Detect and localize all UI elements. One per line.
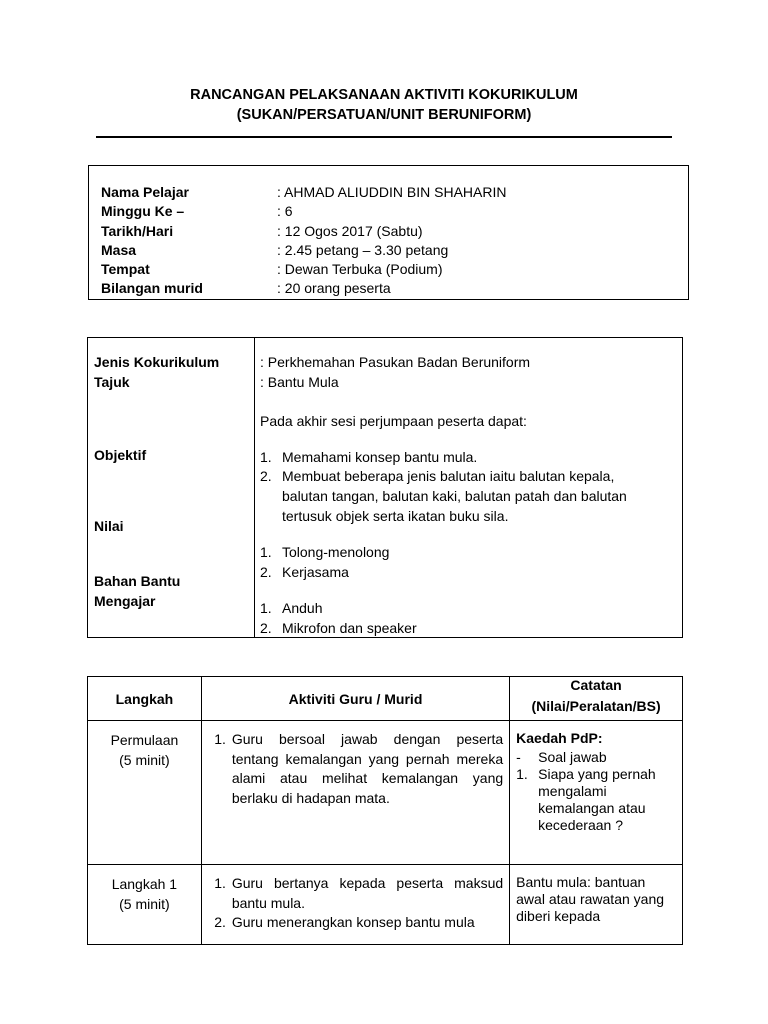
bahan-item-1: Anduh [282, 600, 323, 616]
value-tempat: : Dewan Terbuka (Podium) [277, 261, 443, 278]
label-tempat: Tempat [101, 261, 150, 278]
label-mengajar: Mengajar [94, 593, 156, 609]
step-time: (5 minit) [119, 896, 170, 912]
note-bullet-marker: 1. [516, 766, 528, 782]
document-subtitle: (SUKAN/PERSATUAN/UNIT BERUNIFORM) [236, 107, 532, 123]
bahan-item-2: Mikrofon dan speaker [282, 620, 417, 636]
objektif-num-2: 2. [260, 468, 272, 484]
step-cell [88, 865, 202, 945]
objektif-item-1: Memahami konsep bantu mula. [282, 449, 478, 465]
step-name: Permulaan [110, 732, 179, 748]
objektif-num-1: 1. [260, 449, 272, 465]
value-nama-pelajar: : AHMAD ALIUDDIN BIN SHAHARIN [277, 184, 507, 200]
value-tarikh: : 12 Ogos 2017 (Sabtu) [277, 222, 423, 239]
note-heading: Kaedah PdP: [516, 730, 603, 746]
step-name: Langkah 1 [111, 876, 178, 892]
value-jenis-kokurikulum: : Perkhemahan Pasukan Badan Beruniform [260, 354, 531, 370]
objektif-item-2-line-2: balutan tangan, balutan kaki, balutan patah dan balutan [282, 488, 627, 504]
header-catatan [510, 677, 683, 721]
note-bullet [516, 766, 676, 834]
student-info-table [88, 165, 689, 300]
note-text: Bantu mula: bantuan awal atau rawatan yang diberi kepada [516, 874, 665, 924]
note-bullet-marker: - [516, 749, 521, 765]
label-tajuk: Tajuk [94, 374, 130, 390]
nilai-item-1: Tolong-menolong [282, 544, 390, 560]
bahan-num-2: 2. [260, 620, 272, 636]
title-divider [96, 136, 672, 138]
header-catatan-line-2: (Nilai/Peralatan/BS) [531, 698, 661, 714]
value-bilangan: : 20 orang peserta [277, 280, 391, 297]
bahan-num-1: 1. [260, 600, 272, 616]
note-cell [510, 721, 683, 865]
label-nilai: Nilai [94, 518, 124, 534]
label-nama-pelajar: Nama Pelajar [101, 184, 189, 200]
info-values [270, 166, 689, 300]
document-title: RANCANGAN PELAKSANAAN AKTIVITI KOKURIKULUM [190, 87, 578, 103]
label-jenis-kokurikulum: Jenis Kokurikulum [94, 354, 220, 370]
objektif-intro: Pada akhir sesi perjumpaan peserta dapat: [260, 413, 527, 429]
note-cell [510, 865, 683, 945]
note-bullet [516, 749, 676, 766]
table-row [88, 865, 683, 945]
header-catatan-line-1: Catatan [570, 677, 622, 693]
header-langkah: Langkah [88, 677, 202, 721]
objektif-item-2-line-1: Membuat beberapa jenis balutan iaitu balutan kepala, [282, 468, 615, 484]
activity-detail-table [87, 337, 683, 638]
header-aktiviti: Aktiviti Guru / Murid [201, 677, 509, 721]
step-time: (5 minit) [119, 752, 170, 768]
nilai-item-2: Kerjasama [282, 564, 349, 580]
value-minggu: : 6 [277, 203, 293, 220]
activity-cell [201, 721, 509, 865]
nilai-num-1: 1. [260, 544, 272, 560]
value-masa: : 2.45 petang – 3.30 petang [277, 241, 449, 258]
detail-values [255, 338, 683, 638]
note-bullet-text: Siapa yang pernah mengalami kemalangan atau kecederaan ? [538, 766, 656, 833]
nilai-num-2: 2. [260, 564, 272, 580]
step-cell [88, 721, 202, 865]
info-labels [89, 166, 271, 300]
detail-labels [88, 338, 255, 638]
label-masa: Masa [101, 241, 137, 258]
table-header-row [88, 677, 683, 721]
table-row [88, 721, 683, 865]
value-tajuk: : Bantu Mula [260, 374, 339, 390]
label-bilangan: Bilangan murid [101, 280, 203, 297]
activity-item: 1. Guru bertanya kepada peserta maksud bantu mula. [230, 874, 503, 913]
objektif-item-2-line-3: tertusuk objek serta ikatan buku sila. [282, 508, 509, 524]
label-minggu: Minggu Ke – [101, 203, 185, 220]
label-bahan-bantu: Bahan Bantu [94, 573, 181, 589]
activity-item: 2. Guru menerangkan konsep bantu mula [230, 913, 503, 933]
label-tarikh: Tarikh/Hari [101, 222, 174, 239]
label-objektif: Objektif [94, 447, 147, 463]
activity-cell [201, 865, 509, 945]
note-bullet-text: Soal jawab [538, 749, 607, 765]
activity-item: 1. Guru bersoal jawab dengan peserta tentang kemalangan yang pernah mereka alami atau melihat kemalangan yang berlaku di hadapan mata. [230, 730, 503, 808]
lesson-plan-table [87, 676, 683, 945]
